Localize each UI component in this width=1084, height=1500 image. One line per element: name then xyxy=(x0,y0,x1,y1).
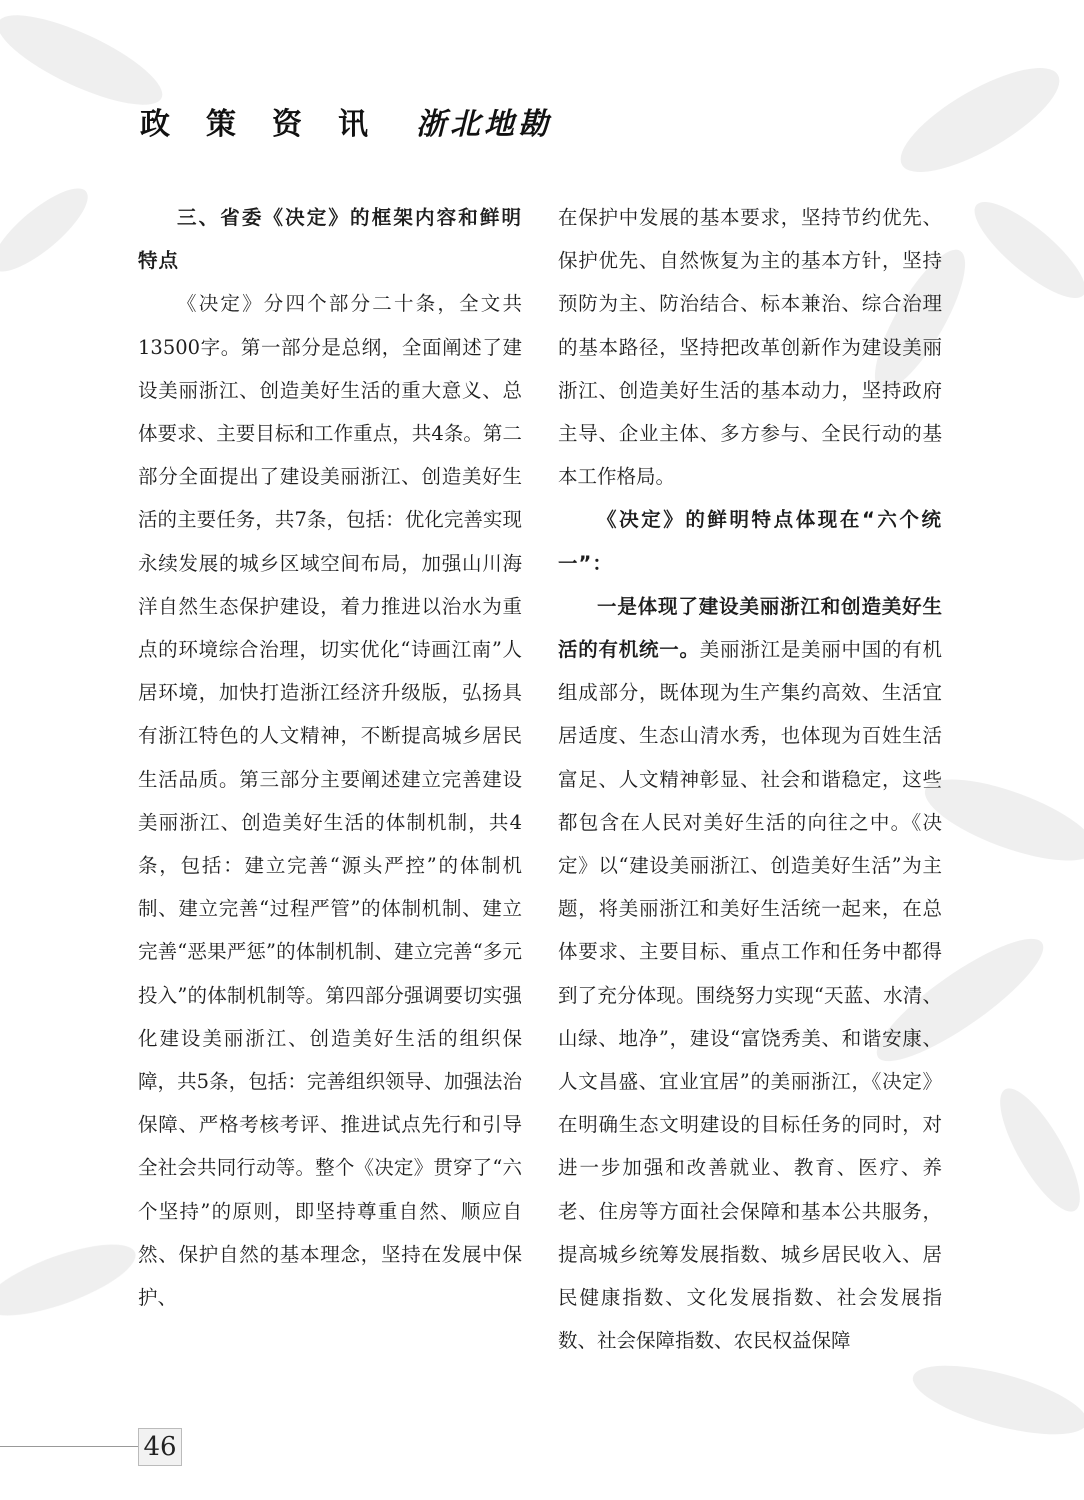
magazine-name: 浙北地勘 xyxy=(416,107,552,142)
left-column xyxy=(138,196,522,1319)
paragraph-framework: 《决定》分四个部分二十条，全文共13500字。第一部分是总纲，全面阐述了建设美丽浙江、创造美好生活的重大意义、总体要求、主要目标和工作重点，共4条。第二部分全面提出了建设美丽浙江、创造美好生活的主要任务，共7条，包括：优化完善实现永续发展的城乡区域空间布局，加强山川海洋自然生态保护建设，着力推进以治水为重点的环境综合治理，切实优化“诗画江南”人居环境，加快打造浙江经济升级版，弘扬具有浙江特色的人文精神，不断提高城乡居民生活品质。第三部分主要阐述建立完善建设美丽浙江、创造美好生活的体制机制，共4条，包括：建立完善“源头严控”的体制机制、建立完善“过程严管”的体制机制、建立完善“恶果严惩”的体制机制、建立完善“多元投入”的体制机制等。第四部分强调要切实强化建设美丽浙江、创造美好生活的组织保障，共5条，包括：完善组织领导、加强法治保障、严格考核考评、推进试点先行和引导全社会共同行动等。整个《决定》贯穿了“六个坚持”的原则，即坚持尊重自然、顺应自然、保护自然的基本理念，坚持在发展中保护、 xyxy=(138,292,522,1310)
right-column xyxy=(558,196,942,1362)
paragraph-point-one xyxy=(558,585,942,1363)
page-number: 46 xyxy=(138,1428,182,1466)
section-title: 政策资讯 xyxy=(140,107,404,142)
point-one-lead: 一是体现了建设美丽浙江和创造美好生活的有机统一。 xyxy=(558,594,942,662)
page-header xyxy=(140,96,552,146)
point-one-body: 美丽浙江是美丽中国的有机组成部分，既体现为生产集约高效、生活宜居适度、生态山清水秀，也体现为百姓生活富足、人文精神彰显、社会和谐稳定，这些都包含在人民对美好生活的向往之中。《决定》以“建设美丽浙江、创造美好生活”为主题，将美丽浙江和美好生活统一起来，在总体要求、主要目标、重点工作和任务中都得到了充分体现。围绕努力实现“天蓝、水清、山绿、地净”，建设“富饶秀美、和谐安康、人文昌盛、宜业宜居”的美丽浙江，《决定》在明确生态文明建设的目标任务的同时，对进一步加强和改善就业、教育、医疗、养老、住房等方面社会保障和基本公共服务，提高城乡统筹发展指数、城乡居民收入、居民健康指数、文化发展指数、社会发展指数、社会保障指数、农民权益保障 xyxy=(558,638,942,1353)
section-heading: 三、省委《决定》的框架内容和鲜明特点 xyxy=(138,206,522,273)
footer-rule xyxy=(0,1446,140,1447)
paragraph-framework-continued: 在保护中发展的基本要求，坚持节约优先、保护优先、自然恢复为主的基本方针，坚持预防为主、防治结合、标本兼治、综合治理的基本路径，坚持把改革创新作为建设美丽浙江、创造美好生活的基本动力，坚持政府主导、企业主体、多方参与、全民行动的基本工作格局。 xyxy=(558,206,942,489)
features-heading: 《决定》的鲜明特点体现在“六个统一”： xyxy=(558,508,942,575)
